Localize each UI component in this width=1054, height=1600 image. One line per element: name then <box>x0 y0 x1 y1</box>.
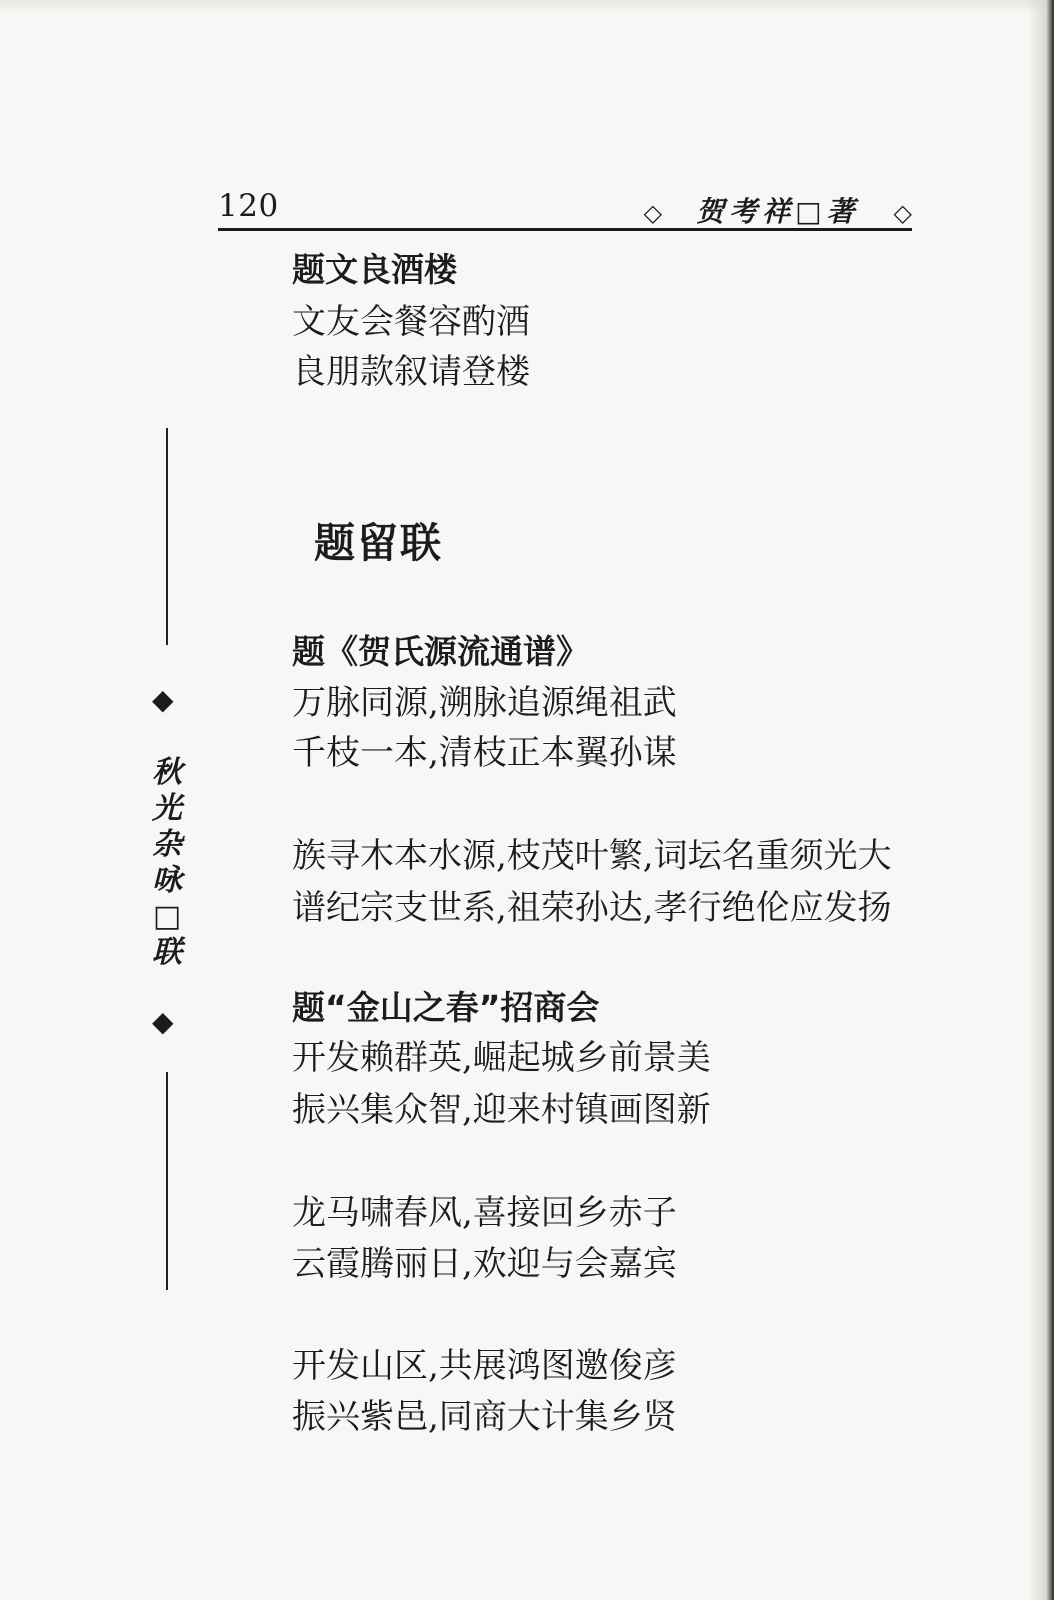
diamond-outline-icon: ◇ <box>893 199 912 227</box>
running-header <box>218 186 912 232</box>
poem-heading: 题“金山之春”招商会 <box>292 988 600 1027</box>
poem-line: 文友会餐容酌酒 <box>292 302 530 342</box>
poem-line: 振兴紫邑,同商大计集乡贤 <box>292 1397 677 1437</box>
poem-line: 族寻木本水源,枝茂叶繁,词坛名重须光大 <box>292 836 892 876</box>
side-title-char: 联 <box>152 935 182 970</box>
side-title-char: 杂 <box>152 827 182 862</box>
poem-line: 千枝一本,清枝正本翼孙谋 <box>292 733 677 773</box>
header-rule <box>218 228 912 231</box>
section-title: 题留联 <box>314 519 443 567</box>
poem-heading: 题《贺氏源流通谱》 <box>292 632 589 671</box>
poem-line: 谱纪宗支世系,祖荣孙达,孝行绝伦应发扬 <box>292 888 892 928</box>
scan-right-edge <box>1028 0 1054 1600</box>
author-name: 贺考祥□著 <box>696 195 860 228</box>
side-title-char: 秋 <box>152 755 182 790</box>
header-author <box>644 190 912 230</box>
poem-line: 龙马啸春风,喜接回乡赤子 <box>292 1193 677 1233</box>
poem-heading: 题文良酒楼 <box>292 250 457 289</box>
poem-line: 开发赖群英,崛起城乡前景美 <box>292 1038 711 1078</box>
side-title-char: 光 <box>152 791 182 826</box>
side-book-title <box>150 755 184 971</box>
side-title-char: □ <box>152 899 182 934</box>
diamond-solid-icon: ◆ <box>152 683 174 716</box>
poem-line: 开发山区,共展鸿图邀俊彦 <box>292 1346 677 1386</box>
side-rule-bottom <box>166 1072 168 1290</box>
diamond-solid-icon: ◆ <box>152 1005 174 1038</box>
diamond-outline-icon: ◇ <box>643 199 663 227</box>
side-margin-title <box>150 0 190 1600</box>
poem-line: 云霞腾丽日,欢迎与会嘉宾 <box>292 1244 677 1284</box>
poem-line: 良朋款叙请登楼 <box>292 352 530 392</box>
poem-line: 振兴集众智,迎来村镇画图新 <box>292 1090 711 1130</box>
poem-line: 万脉同源,溯脉追源绳祖武 <box>292 683 677 723</box>
side-rule-top <box>166 428 168 645</box>
page-number: 120 <box>218 188 279 224</box>
side-title-char: 咏 <box>152 863 182 898</box>
